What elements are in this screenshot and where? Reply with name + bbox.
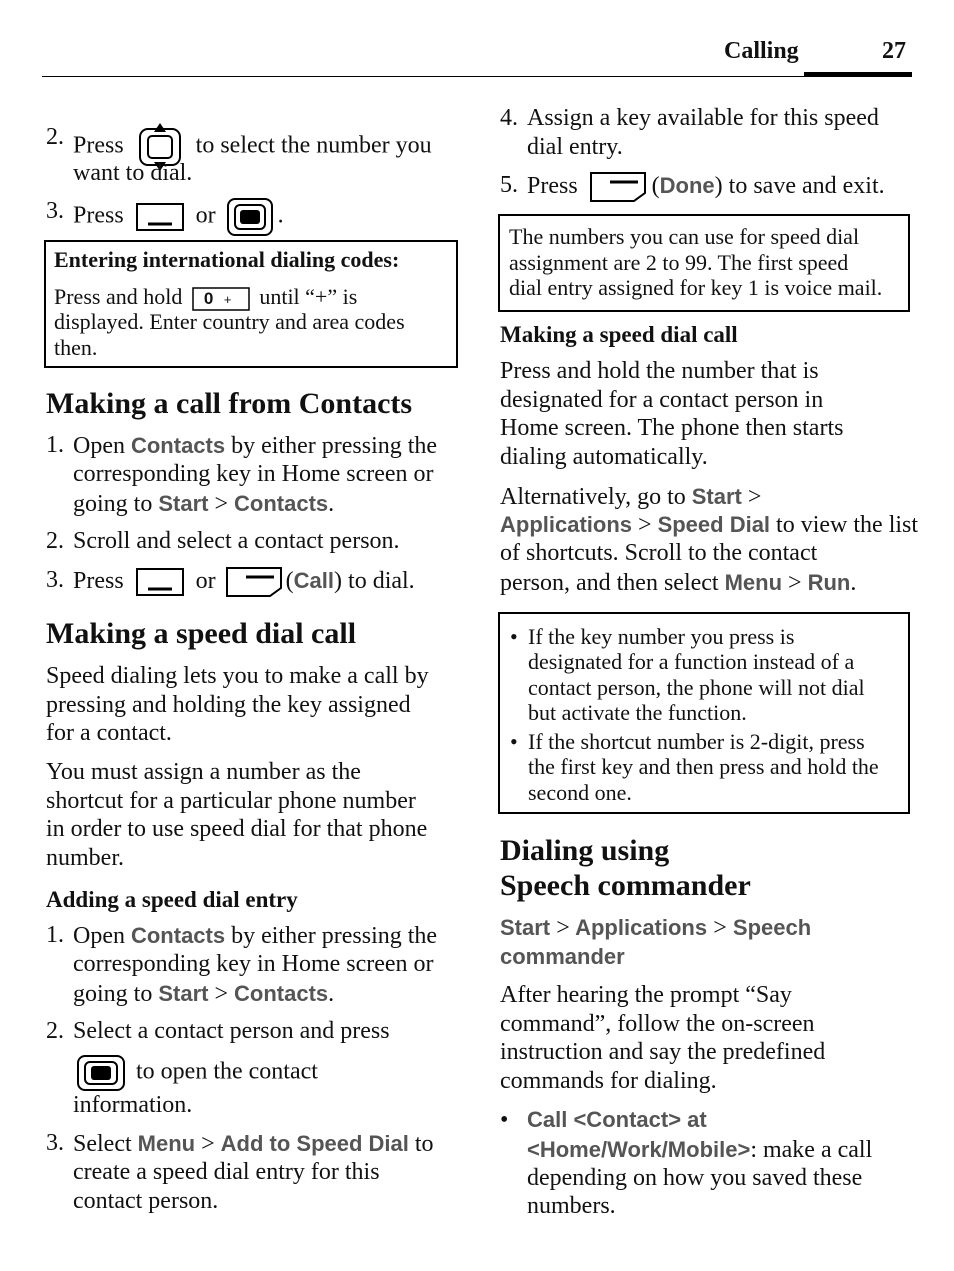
step-number: 1. xyxy=(46,432,64,458)
paragraph-line: After hearing the prompt “Say xyxy=(500,982,792,1008)
step-text-line: corresponding key in Home screen or xyxy=(73,951,434,977)
heading-dialing-speech-line1: Dialing using xyxy=(500,834,670,867)
keyword: Contacts xyxy=(130,433,226,458)
box-title: Entering international dialing codes: xyxy=(54,247,400,272)
box-text: Press and hold 0 + until “+” is xyxy=(54,284,358,309)
page-header xyxy=(42,36,912,78)
menu-path: Start > Applications > Speech xyxy=(500,915,812,941)
paragraph-line: Speed dialing lets you to make a call by xyxy=(46,663,429,689)
paragraph-line: for a contact. xyxy=(46,720,172,746)
heading-dialing-speech-line2: Speech commander xyxy=(500,869,751,902)
zero-plus-key-icon: 0 + xyxy=(192,287,250,311)
step-number: 2. xyxy=(46,1018,64,1044)
step-text: Press or (Call) to dial. xyxy=(73,566,415,598)
bullet: • xyxy=(510,729,518,754)
bullet: • xyxy=(510,624,518,649)
step-text-line: going to Start > Contacts. xyxy=(73,491,335,517)
step-text: Select Menu > Add to Speed Dial to xyxy=(73,1131,434,1157)
command-text-line: depending on how you saved these xyxy=(527,1165,863,1191)
paragraph-line: shortcut for a particular phone number xyxy=(46,788,416,814)
command-text-line: numbers. xyxy=(527,1193,616,1219)
box-text: but activate the function. xyxy=(528,700,747,725)
softkey-icon xyxy=(590,171,646,203)
international-codes-box xyxy=(44,240,458,368)
box-text: displayed. Enter country and area codes xyxy=(54,309,405,334)
box-text: If the key number you press is xyxy=(528,624,795,649)
paragraph-line: You must assign a number as the xyxy=(46,759,361,785)
heading-adding-speed-dial: Adding a speed dial entry xyxy=(46,887,298,912)
paragraph-line: of shortcuts. Scroll to the contact xyxy=(500,540,818,566)
softkey-icon xyxy=(226,566,282,598)
speed-dial-note-box xyxy=(498,214,910,312)
section-title: Calling xyxy=(724,38,799,64)
step-text: Press (Done) to save and exit. xyxy=(527,171,885,203)
heading-making-speed-dial: Making a speed dial call xyxy=(500,322,738,347)
command-text: Call <Contact> at xyxy=(527,1107,707,1132)
step-text-line: corresponding key in Home screen or xyxy=(73,461,434,487)
step-number: 3. xyxy=(46,198,64,224)
step-text-line: create a speed dial entry for this xyxy=(73,1159,380,1185)
step-number: 2. xyxy=(46,124,64,150)
box-text: dial entry assigned for key 1 is voice mail. xyxy=(509,275,883,300)
heading-speed-dial-call: Making a speed dial call xyxy=(46,617,357,650)
step-text: Open Contacts by either pressing the xyxy=(73,433,438,459)
paragraph-line: number. xyxy=(46,845,124,871)
paragraph-line: Alternatively, go to Start > xyxy=(500,484,762,510)
box-text: contact person, the phone will not dial xyxy=(528,675,865,700)
step-text: Select a contact person and press xyxy=(73,1018,390,1044)
command-text-line: <Home/Work/Mobile>: make a call xyxy=(527,1137,873,1163)
bullet: • xyxy=(500,1107,509,1133)
box-text: designated for a function instead of a xyxy=(528,649,855,674)
menu-path-line: commander xyxy=(500,944,625,969)
step-text-line: dial entry. xyxy=(527,134,623,160)
box-text: The numbers you can use for speed dial xyxy=(509,224,860,249)
paragraph-line: in order to use speed dial for that phone xyxy=(46,816,428,842)
ok-key-icon xyxy=(226,197,274,237)
step-number: 3. xyxy=(46,567,64,593)
step-text: Assign a key available for this speed xyxy=(527,105,879,131)
step-text: Press to select the number you xyxy=(73,123,432,171)
paragraph-line: commands for dialing. xyxy=(500,1068,717,1094)
step-number: 4. xyxy=(500,105,518,131)
header-tab-bar xyxy=(804,72,912,77)
heading-call-from-contacts: Making a call from Contacts xyxy=(46,387,413,420)
ok-key-icon xyxy=(76,1054,126,1092)
send-key-icon xyxy=(136,567,184,597)
paragraph-line: dialing automatically. xyxy=(500,444,708,470)
step-text-line: information. xyxy=(73,1092,193,1118)
box-text: second one. xyxy=(528,780,632,805)
box-text: assignment are 2 to 99. The first speed xyxy=(509,250,849,275)
step-number: 3. xyxy=(46,1130,64,1156)
step-text-line: to open the contact xyxy=(76,1054,318,1092)
paragraph-line: command”, follow the on-screen xyxy=(500,1011,815,1037)
paragraph-line: Home screen. The phone then starts xyxy=(500,415,844,441)
header-rule xyxy=(42,76,912,77)
paragraph-line: Press and hold the number that is xyxy=(500,358,819,384)
send-key-icon xyxy=(136,202,184,232)
paragraph-line: pressing and holding the key assigned xyxy=(46,692,411,718)
box-text: If the shortcut number is 2-digit, press xyxy=(528,729,865,754)
step-number: 5. xyxy=(500,172,518,198)
step-text: Press or . xyxy=(73,197,284,237)
page-number: 27 xyxy=(882,38,906,64)
step-text-line: going to Start > Contacts. xyxy=(73,981,335,1007)
step-text: Open Contacts by either pressing the xyxy=(73,923,438,949)
box-text: the first key and then press and hold the xyxy=(528,754,879,779)
paragraph-line: person, and then select Menu > Run. xyxy=(500,570,857,596)
step-text: Scroll and select a contact person. xyxy=(73,528,400,554)
step-number: 2. xyxy=(46,528,64,554)
step-text-line: want to dial. xyxy=(73,160,193,186)
box-text: then. xyxy=(54,335,98,360)
step-number: 1. xyxy=(46,922,64,948)
paragraph-line: instruction and say the predefined xyxy=(500,1039,826,1065)
step-text-line: contact person. xyxy=(73,1188,219,1214)
paragraph-line: designated for a contact person in xyxy=(500,387,824,413)
paragraph-line: Applications > Speed Dial to view the list xyxy=(500,512,919,538)
speed-dial-tips-box xyxy=(498,612,910,814)
